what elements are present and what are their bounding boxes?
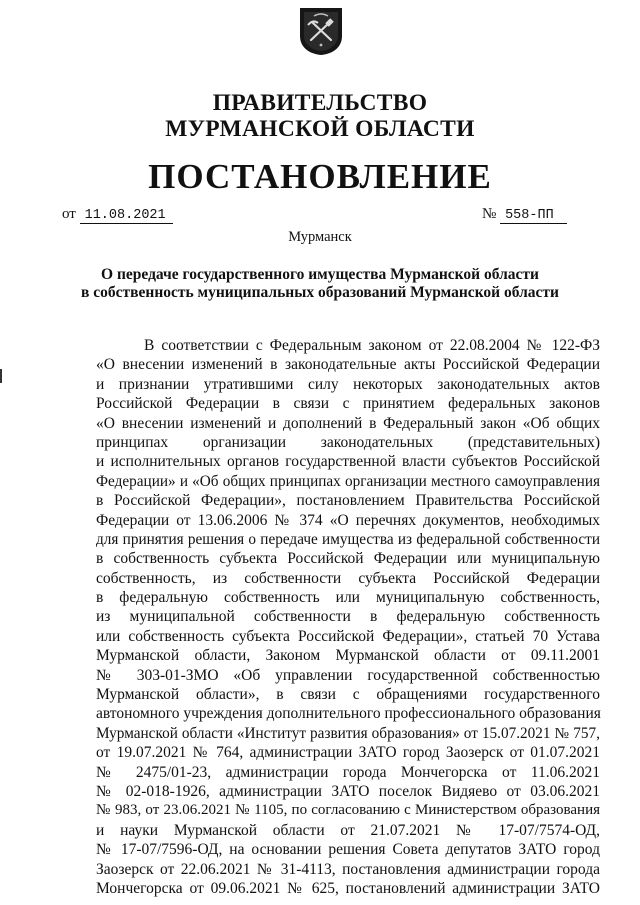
document-date-row	[62, 205, 173, 224]
body-line: № 2475/01-23, администрации города Мончегорска от 11.06.2021	[96, 763, 600, 781]
body-line: Мурманской области «Институт развития образования» от 15.07.2021 № 757,	[96, 724, 600, 742]
body-line: № 17-07/7596-ОД, на основании решения Совета депутатов ЗАТО город	[96, 841, 600, 859]
issuing-city: Мурманск	[288, 229, 352, 245]
body-line: собственность, из собственности субъекта Российской Федерации	[96, 569, 600, 587]
document-type-title: ПОСТАНОВЛЕНИЕ	[148, 157, 492, 196]
body-line: Российской Федерации в связи с принятием федеральных законов	[96, 395, 600, 413]
body-line: «О внесении изменений и дополнений в Федеральный закон «Об общих	[96, 414, 600, 432]
body-line: для принятия решения о передаче имущества из федеральной собственности	[96, 530, 600, 548]
body-line: от 19.07.2021 № 764, администрации ЗАТО город Заозерск от 01.07.2021	[96, 744, 600, 762]
body-line: принципах организации законодательных (представительных)	[96, 433, 600, 451]
body-line: № 02-018-1926, администрации ЗАТО поселок Видяево от 03.06.2021	[96, 782, 600, 800]
document-date: 11.08.2021	[80, 208, 173, 224]
date-prefix: от	[62, 206, 76, 222]
body-line: в собственность субъекта Российской Федерации или муниципальную	[96, 550, 600, 568]
document-number-row	[482, 205, 567, 224]
body-line: № 303-01-ЗМО «Об управлении государственной собственностью	[96, 666, 600, 684]
subject-line: О передаче государственного имущества Мурманской области	[101, 266, 539, 283]
body-line: Федерации от 13.06.2006 № 374 «О перечнях документов, необходимых	[96, 511, 600, 529]
body-line: № 983, от 23.06.2021 № 1105, по согласованию с Министерством образования	[96, 802, 600, 819]
body-line: Мурманской области, Законом Мурманской области от 09.11.2001	[96, 647, 600, 665]
body-line: или собственность субъекта Российской Федерации», статьей 70 Устава	[96, 627, 600, 645]
document-number: 558-ПП	[500, 208, 567, 224]
scan-margin-mark	[0, 369, 2, 383]
body-line: в Российской Федерации», постановлением Правительства Российской	[96, 492, 600, 510]
body-line: Федерации» и «Об общих принципах организации местного самоуправления	[96, 472, 600, 490]
body-line: автономного учреждения дополнительного профессионального образования	[96, 705, 601, 723]
body-line: В соответствии с Федеральным законом от 22.08.2004 № 122-ФЗ	[144, 337, 600, 354]
body-line: Мурманской области», в связи с обращениями государственного	[96, 686, 600, 704]
government-name-line1: ПРАВИТЕЛЬСТВО	[212, 90, 428, 116]
body-line: Мончегорска от 09.06.2021 № 625, постановлений администрации ЗАТО	[96, 879, 600, 897]
subject-line: в собственность муниципальных образований Мурманской области	[81, 284, 559, 301]
document-subject	[0, 266, 640, 302]
body-line: и науки Мурманской области от 21.07.2021 № 17-07/7574-ОД,	[96, 821, 600, 839]
body-line: и признании утратившими силу некоторых законодательных актов	[96, 375, 600, 393]
number-prefix: №	[482, 206, 497, 222]
body-line: из муниципальной собственности в федеральную собственность	[96, 608, 600, 626]
body-line: в федеральную собственность или муниципальную собственность,	[96, 589, 600, 607]
document-body	[96, 336, 600, 898]
body-line: Заозерск от 22.06.2021 № 31-4113, постановления администрации города	[96, 860, 600, 878]
government-name-line2: МУРМАНСКОЙ ОБЛАСТИ	[165, 116, 475, 142]
coat-of-arms-icon	[298, 6, 344, 56]
body-line: «О внесении изменений в законодательные акты Российской Федерации	[96, 356, 600, 374]
body-line: и исполнительных органов государственной власти субъектов Российской	[96, 453, 600, 471]
